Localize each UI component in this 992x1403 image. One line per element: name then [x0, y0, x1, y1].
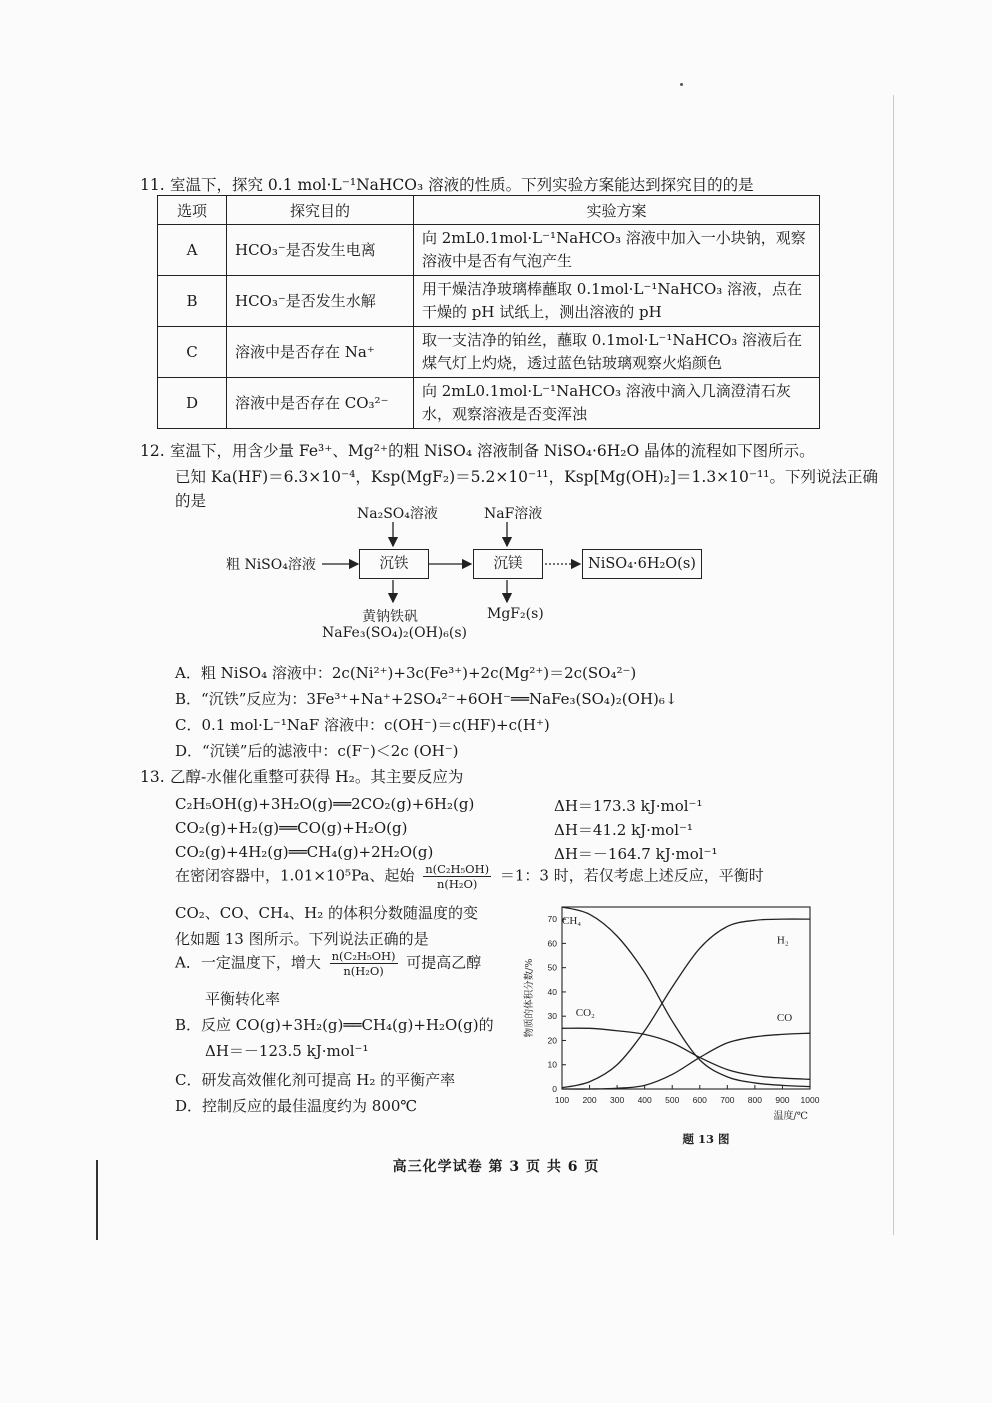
table-header: 选项: [158, 196, 227, 225]
series-line: [562, 907, 810, 1087]
x-tick-label: 700: [720, 1095, 735, 1105]
flow-reagent1: Na₂SO₄溶液: [357, 506, 438, 522]
q12-stem-line1: 12. 室温下，用含少量 Fe³⁺、Mg²⁺的粗 NiSO₄ 溶液制备 NiSO₄·6H₂O 晶体的流程如下图所示。: [140, 442, 815, 460]
table-row: D 溶液中是否存在 CO₃²⁻ 向 2mL0.1mol·L⁻¹NaHCO₃ 溶液中滴入几滴澄清石灰水，观察溶液是否变浑浊: [158, 378, 820, 429]
reaction-3: CO₂(g)+4H₂(g)══CH₄(g)+2H₂O(g): [175, 843, 434, 861]
series-label: CO₂: [575, 1007, 595, 1020]
q13-line-c: 化如题 13 图所示。下列说法正确的是: [175, 930, 429, 948]
flow-input: 粗 NiSO₄溶液: [226, 557, 316, 573]
page-footer: 高三化学试卷 第 3 页 共 6 页: [392, 1159, 600, 1175]
plot-frame: [562, 907, 810, 1089]
reaction-2: CO₂(g)+H₂(g)══CO(g)+H₂O(g): [175, 819, 408, 837]
y-tick-label: 40: [547, 986, 557, 997]
q12-option-b: B．“沉铁”反应为：3Fe³⁺+Na⁺+2SO₄²⁻+6OH⁻══NaFe₃(SO₄)₂(OH)₆↓: [175, 690, 678, 708]
chart-labels: [523, 914, 820, 1146]
flow-byproduct1-name: 黄钠铁矾: [362, 609, 418, 625]
reaction-1: C₂H₅OH(g)+3H₂O(g)══2CO₂(g)+6H₂(g): [175, 795, 475, 813]
chart-caption: 题 13 图: [682, 1132, 730, 1146]
x-tick-label: 100: [554, 1095, 570, 1105]
q12-stem-line3: 的是: [175, 492, 207, 510]
table-row: C 溶液中是否存在 Na⁺ 取一支洁净的铂丝，蘸取 0.1mol·L⁻¹NaHCO₃ 溶液后在煤气灯上灼烧，透过蓝色钴玻璃观察火焰颜色: [158, 327, 820, 378]
y-tick-label: 60: [547, 938, 557, 949]
flow-step-iron: 沉铁: [359, 549, 429, 579]
y-tick-label: 50: [547, 962, 557, 973]
q12-option-c: C．0.1 mol·L⁻¹NaF 溶液中：c(OH⁻)＝c(HF)+c(H⁺): [175, 716, 550, 734]
q12-stem-line2: 已知 Ka(HF)＝6.3×10⁻⁴，Ksp(MgF₂)＝5.2×10⁻¹¹，Ksp[Mg(OH)₂]＝1.3×10⁻¹¹。下列说法正确: [175, 468, 878, 486]
chart-series: [562, 907, 810, 1089]
q13-chart: [520, 893, 820, 1148]
reaction-2-dh: ΔH＝41.2 kJ·mol⁻¹: [554, 821, 693, 839]
y-axis-label: 物质的体积分数/%: [524, 958, 535, 1038]
q12-option-d: D．“沉镁”后的滤液中：c(F⁻)＜2c (OH⁻): [175, 742, 459, 760]
x-tick-label: 300: [610, 1095, 625, 1105]
q13-condition: 在密闭容器中，1.01×10⁵Pa、起始 $\frac{\text{n(C₂H₅OH)}}{\text{n(H₂O)}}$ ＝1：3 时，若仅考虑上述反应，平衡时: [175, 862, 764, 891]
reaction-3-dh: ΔH＝－164.7 kJ·mol⁻¹: [554, 845, 718, 863]
q11-stem: 11. 室温下，探究 0.1 mol·L⁻¹NaHCO₃ 溶液的性质。下列实验方案能达到探究目的的是: [140, 176, 754, 194]
q13-option-d: D．控制反应的最佳温度约为 800℃: [175, 1097, 418, 1115]
q13-line-b: CO₂、CO、CH₄、H₂ 的体积分数随温度的变: [175, 904, 478, 922]
chart-axes: [562, 907, 810, 1089]
q13-option-a-line2: 平衡转化率: [205, 990, 281, 1008]
q13-stem: 13. 乙醇-水催化重整可获得 H₂。其主要反应为: [140, 768, 464, 786]
series-label: H₂: [776, 934, 789, 947]
x-tick-label: 200: [582, 1095, 597, 1105]
flow-step-magnesium: 沉镁: [473, 549, 543, 579]
reaction-1-dh: ΔH＝173.3 kJ·mol⁻¹: [554, 797, 703, 815]
y-tick-label: 30: [547, 1011, 557, 1022]
x-tick-label: 600: [692, 1095, 707, 1105]
table-row: B HCO₃⁻是否发生水解 用干燥洁净玻璃棒蘸取 0.1mol·L⁻¹NaHCO₃ 溶液，点在干燥的 pH 试纸上，测出溶液的 pH: [158, 276, 820, 327]
table-header: 实验方案: [414, 196, 820, 225]
series-label: CH₄: [562, 914, 582, 927]
flow-byproduct2: MgF₂(s): [487, 606, 544, 622]
q12-option-a: A．粗 NiSO₄ 溶液中：2c(Ni²⁺)+3c(Fe³⁺)+2c(Mg²⁺)＝2c(SO₄²⁻): [175, 664, 637, 682]
ratio-fraction: $\frac{\text{n(C₂H₅OH)}}{\text{n(H₂O)}}$: [425, 862, 490, 891]
y-tick-label: 10: [547, 1059, 557, 1070]
series-line: [562, 919, 810, 1088]
x-axis-label: 温度/℃: [773, 1111, 808, 1122]
x-tick-label: 400: [637, 1095, 652, 1105]
flow-byproduct1-formula: NaFe₃(SO₄)₂(OH)₆(s): [322, 625, 467, 641]
q13-option-a: A．一定温度下，增大 $\frac{\text{n(C₂H₅OH)}}{\text{n(H₂O)}}$ 可提高乙醇: [175, 949, 482, 978]
q13-option-b: B．反应 CO(g)+3H₂(g)══CH₄(g)+H₂O(g)的: [175, 1016, 494, 1034]
y-tick-label: 20: [547, 1035, 557, 1046]
flow-product: NiSO₄·6H₂O(s): [582, 549, 702, 579]
table-header: 探究目的: [227, 196, 414, 225]
series-line: [562, 1028, 810, 1079]
q13-option-b-line2: ΔH＝－123.5 kJ·mol⁻¹: [205, 1042, 369, 1060]
flow-reagent2: NaF溶液: [484, 506, 543, 522]
series-label: CO: [776, 1012, 793, 1025]
table-row: A HCO₃⁻是否发生电离 向 2mL0.1mol·L⁻¹NaHCO₃ 溶液中加入一小块钠，观察溶液中是否有气泡产生: [158, 225, 820, 276]
y-tick-label: 70: [547, 914, 557, 925]
x-tick-label: 900: [775, 1095, 790, 1105]
x-tick-label: 500: [665, 1095, 680, 1105]
ratio-fraction: $\frac{\text{n(C₂H₅OH)}}{\text{n(H₂O)}}$: [331, 949, 396, 978]
x-tick-label: 800: [747, 1095, 762, 1105]
q13-option-c: C．研发高效催化剂可提高 H₂ 的平衡产率: [175, 1071, 456, 1089]
x-tick-label: 1000: [800, 1095, 820, 1105]
y-tick-label: 0: [552, 1084, 557, 1094]
